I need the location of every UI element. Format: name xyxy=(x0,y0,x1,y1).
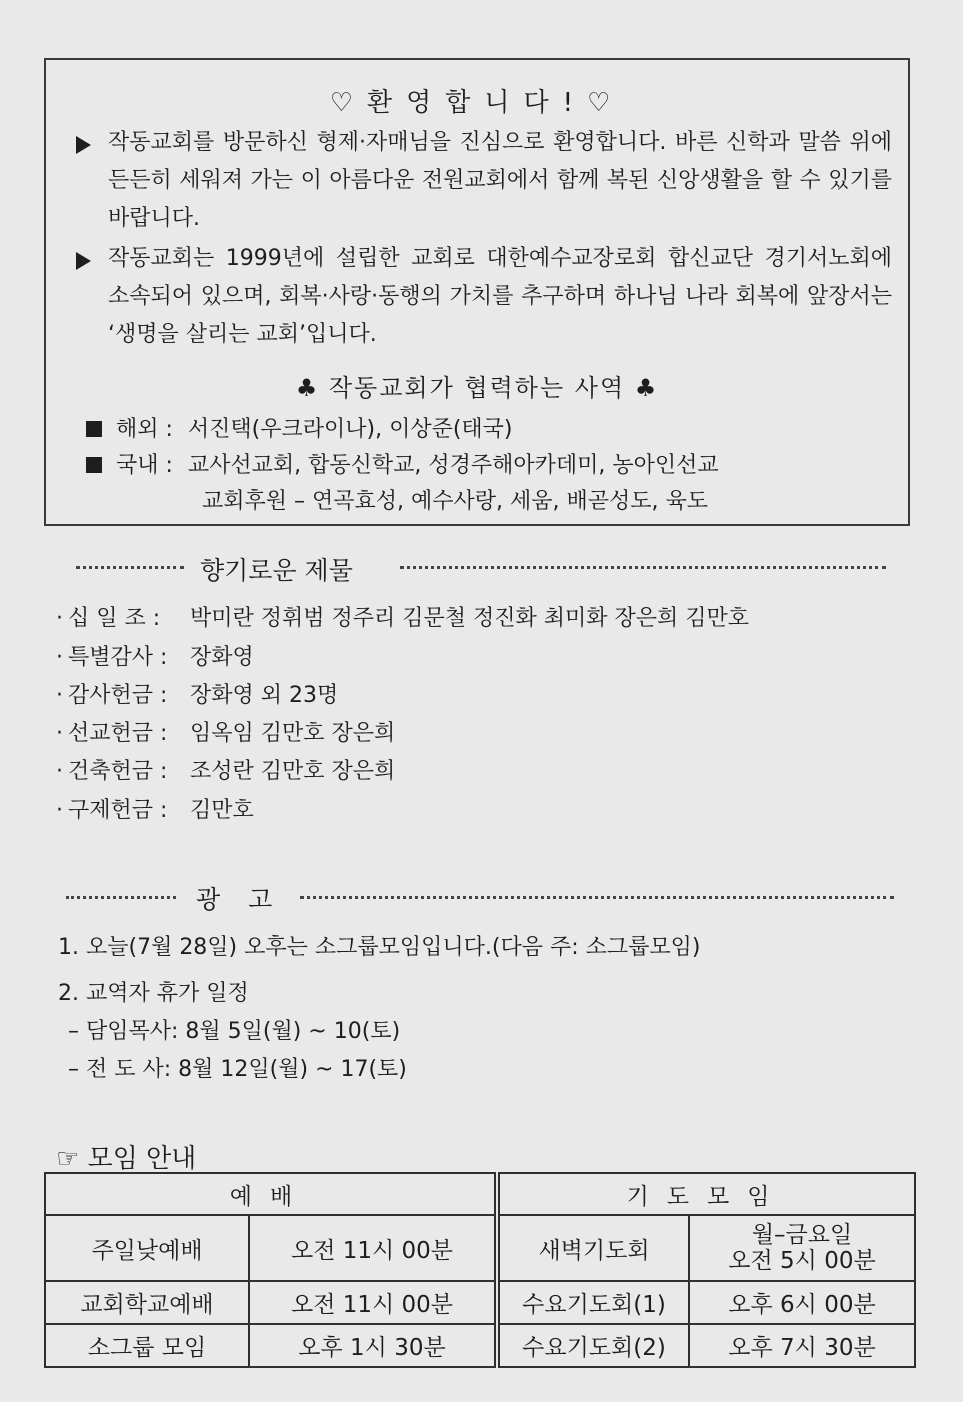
worship-header: 예배 xyxy=(45,1173,495,1215)
worship-time: 오전 11시 00분 xyxy=(249,1281,495,1324)
square-bullet-icon xyxy=(86,457,102,473)
meeting-schedule-table xyxy=(44,1172,916,1368)
prayer-name: 새벽기도회 xyxy=(499,1215,689,1281)
welcome-paragraph: 작동교회를 방문하신 형제·자매님을 진심으로 환영합니다. 바른 신학과 말씀 위에 든든히 세워져 가는 이 아름다운 전원교회에서 함께 복된 신앙생활을 할 수 있기를 바랍니다. xyxy=(76,124,892,238)
offering-row-special: · 특별감사 : 장화영 xyxy=(56,645,254,670)
dotted-divider xyxy=(76,566,184,569)
table-row xyxy=(45,1281,915,1324)
worship-time: 오전 11시 00분 xyxy=(249,1215,495,1281)
notice-item-2-evangelist: – 전 도 사: 8월 12일(월) ~ 17(토) xyxy=(68,1057,407,1082)
prayer-header: 기도모임 xyxy=(499,1173,915,1215)
triangle-bullet-icon xyxy=(76,136,91,154)
offering-row-relief: · 구제헌금 : 김만호 xyxy=(56,798,254,823)
worship-name: 주일낮예배 xyxy=(45,1215,249,1281)
prayer-name: 수요기도회(2) xyxy=(499,1324,689,1367)
table-row xyxy=(45,1215,915,1281)
meetings-heading: ☞ 모임 안내 xyxy=(56,1144,197,1174)
table-row xyxy=(45,1324,915,1367)
table-header-row xyxy=(45,1173,915,1215)
domestic-support-row: 교회후원 – 연곡효성, 예수사랑, 세움, 배곧성도, 육도 xyxy=(202,489,708,514)
notice-item-2-pastor: – 담임목사: 8월 5일(월) ~ 10(토) xyxy=(68,1019,401,1044)
offerings-heading: 향기로운 제물 xyxy=(200,556,353,585)
partner-ministry-title: ♣ 작동교회가 협력하는 사역 ♣ xyxy=(295,374,659,402)
square-bullet-icon xyxy=(86,421,102,437)
triangle-bullet-icon xyxy=(76,252,91,270)
dotted-divider xyxy=(300,896,894,899)
overseas-mission-row: 해외 : 서진택(우크라이나), 이상준(태국) xyxy=(86,412,513,448)
prayer-time: 월–금요일 오전 5시 00분 xyxy=(689,1215,915,1281)
prayer-time: 오후 7시 30분 xyxy=(689,1324,915,1367)
offering-row-tithe: · 십 일 조 : 박미란 정휘범 정주리 김문철 정진화 최미화 장은희 김만호 xyxy=(56,606,750,631)
welcome-title: ♡환영합니다!♡ xyxy=(329,88,625,118)
notices-heading: 광 고 xyxy=(196,885,283,914)
offering-row-thanks: · 감사헌금 : 장화영 외 23명 xyxy=(56,683,339,708)
offering-row-mission: · 선교헌금 : 임옥임 김만호 장은희 xyxy=(56,721,396,746)
welcome-box xyxy=(44,58,910,526)
prayer-name: 수요기도회(1) xyxy=(499,1281,689,1324)
domestic-mission-row: 국내 : 교사선교회, 합동신학교, 성경주해아카데미, 농아인선교 xyxy=(86,448,719,484)
dotted-divider xyxy=(400,566,886,569)
notice-item-1: 1. 오늘(7월 28일) 오후는 소그룹모임입니다.(다음 주: 소그룹모임) xyxy=(58,935,701,960)
worship-name: 교회학교예배 xyxy=(45,1281,249,1324)
worship-time: 오후 1시 30분 xyxy=(249,1324,495,1367)
church-intro-paragraph: 작동교회는 1999년에 설립한 교회로 대한예수교장로회 합신교단 경기서노회에 소속되어 있으며, 회복·사랑·동행의 가치를 추구하며 하나님 나라 회복에 앞장서는 ‘생명을 살리는 교회’입니다. xyxy=(76,240,892,354)
worship-name: 소그룹 모임 xyxy=(45,1324,249,1367)
dotted-divider xyxy=(66,896,176,899)
notice-item-2: 2. 교역자 휴가 일정 xyxy=(58,981,249,1006)
prayer-time: 오후 6시 00분 xyxy=(689,1281,915,1324)
offering-row-building: · 건축헌금 : 조성란 김만호 장은희 xyxy=(56,759,396,784)
